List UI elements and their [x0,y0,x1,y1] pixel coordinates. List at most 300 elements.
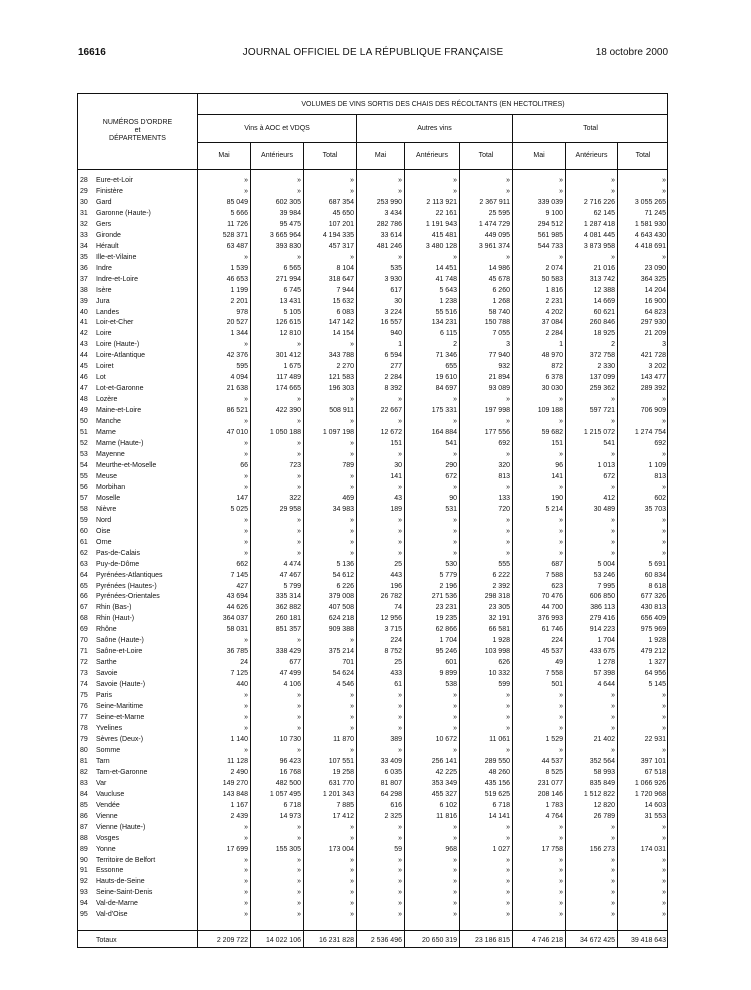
value-cell: 25 [394,560,402,568]
dept-label: Loir-et-Cher [96,319,134,327]
dept-name [96,308,195,317]
dept-number: 65 [80,582,88,590]
value-cell: 2 074 [545,264,563,272]
value-cell: » [398,253,402,261]
value-cell: » [453,725,457,732]
value-cell: 3 [662,341,666,349]
dept-number: 77 [80,714,88,722]
value-cell: 46 653 [226,275,248,283]
dept-number: 28 [80,177,88,184]
value-cell: 121 583 [328,374,354,382]
value-cell: 3 480 128 [425,242,457,250]
value-cell: 1 474 729 [478,220,510,228]
value-cell: 294 512 [537,220,563,228]
value-cell: 21 016 [593,264,615,272]
value-cell: 164 884 [431,429,457,437]
value-cell: » [611,692,615,700]
dept-number: 39 [80,297,88,305]
value-cell: 16 557 [380,319,402,327]
value-cell: 4 474 [283,560,301,568]
value-cell: 173 004 [328,845,354,853]
dept-name [96,866,195,875]
dept-number: 30 [80,198,88,206]
value-cell: 1 928 [648,637,666,645]
value-cell: 8 525 [545,768,563,776]
value-cell: » [297,177,301,184]
value-cell: 96 423 [279,757,301,765]
value-cell: » [350,177,354,184]
value-cell: » [506,396,510,404]
value-cell: 1 013 [597,461,615,469]
value-cell: 422 390 [275,407,301,415]
value-cell: 6 594 [384,352,402,360]
value-cell: 455 327 [431,790,457,798]
value-cell: 58 993 [593,768,615,776]
value-cell: 21 209 [644,330,666,338]
value-cell: » [559,692,563,700]
dept-label: Puy-de-Dôme [96,560,140,568]
value-cell: » [244,911,248,919]
value-cell: 22 161 [435,209,457,217]
value-cell: 61 746 [541,626,563,634]
dept-name [96,472,195,481]
value-cell: 343 788 [328,352,354,360]
value-cell: 3 055 265 [634,198,666,206]
value-cell: » [453,177,457,184]
value-cell: 1 [398,341,402,349]
dept-label: Indre-et-Loire [96,275,139,283]
dept-number: 84 [80,790,88,798]
value-cell: » [453,823,457,831]
value-cell: » [398,703,402,711]
value-cell: » [453,527,457,535]
value-cell: 1 215 072 [583,429,615,437]
value-cell: 54 624 [332,670,354,678]
value-cell: 17 699 [226,845,248,853]
dept-name [96,439,195,448]
value-cell: 602 305 [275,198,301,206]
dept-name [96,625,195,634]
value-cell: 535 [390,264,402,272]
value-cell: » [398,911,402,919]
value-cell: » [297,714,301,722]
value-cell: » [244,527,248,535]
value-cell: » [506,889,510,897]
wine-volumes-table [77,93,668,948]
value-cell: 62 145 [593,209,615,217]
value-cell: 7 588 [545,571,563,579]
value-cell: 19 610 [435,374,457,382]
value-cell: » [611,187,615,195]
dept-name [96,888,195,897]
dept-label: Mayenne [96,451,125,458]
dept-name [96,790,195,799]
dept-number: 46 [80,374,88,382]
dept-number: 82 [80,768,88,776]
total-cell: 4 746 218 [531,937,563,944]
value-cell: » [453,878,457,886]
value-cell: 479 212 [640,648,666,656]
value-cell: 320 [498,461,510,469]
dept-name [96,461,195,470]
value-cell: 7 995 [597,582,615,590]
value-cell: » [244,253,248,261]
value-cell: » [611,714,615,722]
value-cell: 720 [498,505,510,513]
value-cell: 672 [603,472,615,480]
value-cell: 47 499 [279,670,301,678]
value-cell: 631 770 [328,779,354,787]
dept-label: Gers [96,220,112,228]
dept-name [96,834,195,843]
dept-label: Ille-et-Vilaine [96,253,137,261]
value-cell: 45 678 [488,275,510,283]
value-cell: 449 095 [484,231,510,239]
value-cell: 77 940 [488,352,510,360]
value-cell: 7 125 [230,670,248,678]
value-cell: » [559,177,563,184]
value-cell: 701 [342,659,354,667]
value-cell: » [662,714,666,722]
dept-label: Maine-et-Loire [96,407,142,415]
value-cell: » [662,834,666,842]
value-cell: » [506,714,510,722]
dept-number: 71 [80,648,88,656]
value-cell: 17 758 [541,845,563,853]
value-cell: » [506,177,510,184]
value-cell: 1 720 968 [634,790,666,798]
value-cell: 1 539 [230,264,248,272]
value-cell: 3 224 [384,308,402,316]
value-cell: » [611,878,615,886]
value-cell: 5 799 [283,582,301,590]
dept-number: 89 [80,845,88,853]
total-cell: 2 536 496 [370,937,402,944]
dept-label: Gironde [96,231,121,239]
group-header-autres: Autres vins [417,125,452,132]
value-cell: » [398,396,402,404]
value-cell: 34 983 [332,505,354,513]
value-cell: 6 378 [545,374,563,382]
value-cell: » [662,703,666,711]
value-cell: » [297,538,301,546]
value-cell: 623 [551,582,563,590]
value-cell: 60 834 [644,571,666,579]
value-cell: » [506,692,510,700]
value-cell: » [244,472,248,480]
value-cell: 692 [498,440,510,448]
value-cell: 54 612 [332,571,354,579]
value-cell: » [350,725,354,732]
value-cell: » [506,900,510,908]
dept-name [96,735,195,744]
value-cell: 30 [394,297,402,305]
value-cell: » [453,538,457,546]
dept-label: Somme [96,746,121,754]
dept-label: Landes [96,308,119,316]
value-cell: » [350,538,354,546]
dept-label: Seine-et-Marne [96,714,145,722]
value-cell: » [662,725,666,732]
value-cell: 48 260 [488,768,510,776]
value-cell: » [398,900,402,908]
value-cell: 595 [236,363,248,371]
value-cell: 4 106 [283,681,301,689]
value-cell: » [611,856,615,864]
value-cell: » [506,746,510,754]
value-cell: » [350,692,354,700]
value-cell: 231 077 [537,779,563,787]
value-cell: 813 [498,472,510,480]
header-line: NUMÉROS D'ORDRE [102,119,173,126]
value-cell: 1 140 [230,735,248,743]
value-cell: 59 682 [541,429,563,437]
dept-number: 74 [80,681,88,689]
value-cell: 5 691 [648,560,666,568]
dept-label: Vienne (Haute-) [96,823,146,831]
value-cell: 662 [236,560,248,568]
value-cell: 84 697 [435,385,457,393]
dept-label: Territoire de Belfort [96,856,156,864]
value-cell: » [559,451,563,458]
value-cell: » [611,823,615,831]
value-cell: » [662,483,666,491]
dept-name [96,373,195,382]
dept-number: 42 [80,330,88,338]
dept-label: Tarn-et-Garonne [96,768,148,776]
value-cell: 3 [506,341,510,349]
dept-number: 54 [80,461,88,469]
value-cell: 1 201 343 [322,790,354,798]
value-cell: » [297,703,301,711]
value-cell: » [350,889,354,897]
value-cell: » [506,253,510,261]
value-cell: 2 284 [545,330,563,338]
value-cell: 1 050 188 [269,429,301,437]
value-cell: 4 764 [545,812,563,820]
value-cell: » [398,418,402,426]
dept-number: 70 [80,637,88,645]
value-cell: 353 349 [431,779,457,787]
value-cell: 851 357 [275,626,301,634]
dept-number: 52 [80,440,88,448]
value-cell: 528 371 [222,231,248,239]
value-cell: » [611,451,615,458]
dept-name [96,198,195,207]
value-cell: » [559,889,563,897]
value-cell: » [506,867,510,875]
value-cell: 322 [289,494,301,502]
value-cell: » [662,418,666,426]
value-cell: 10 730 [279,735,301,743]
value-cell: » [350,637,354,645]
value-cell: 1 928 [492,637,510,645]
value-cell: 706 909 [640,407,666,415]
dept-name [96,538,195,547]
value-cell: 50 583 [541,275,563,283]
dept-number: 29 [80,187,88,195]
value-cell: 43 694 [226,593,248,601]
value-cell: » [559,418,563,426]
value-cell: » [244,867,248,875]
value-cell: » [244,396,248,404]
dept-number: 55 [80,472,88,480]
value-cell: » [297,746,301,754]
value-cell: 256 141 [431,757,457,765]
value-cell: 31 553 [644,812,666,820]
value-cell: 3 873 958 [583,242,615,250]
value-cell: » [297,878,301,886]
value-cell: » [350,834,354,842]
value-cell: » [244,714,248,722]
value-cell: » [611,834,615,842]
value-cell: » [398,823,402,831]
value-cell: » [662,527,666,535]
dept-name [96,516,195,525]
value-cell: 25 [394,659,402,667]
dept-number: 87 [80,823,88,831]
journal-title: JOURNAL OFFICIEL DE LA RÉPUBLIQUE FRANÇAISE [242,47,504,58]
value-cell: 469 [342,494,354,502]
value-cell: 338 429 [275,648,301,656]
value-cell: » [611,538,615,546]
value-cell: » [611,911,615,919]
value-cell: » [244,516,248,524]
value-cell: » [559,527,563,535]
value-cell: » [350,867,354,875]
value-cell: 20 527 [226,319,248,327]
value-cell: 5 666 [230,209,248,217]
value-cell: 2 113 921 [426,198,457,206]
value-cell: » [398,867,402,875]
dept-label: Sèvres (Deux-) [96,735,144,743]
dept-label: Savoie [96,670,118,678]
value-cell: 109 188 [537,407,563,415]
dept-label: Moselle [96,494,121,502]
dept-label: Meurthe-et-Moselle [96,461,157,469]
value-cell: 143 477 [640,374,666,382]
value-cell: » [453,900,457,908]
value-cell: 1 783 [545,801,563,809]
subcol-header: Antérieurs [575,152,608,159]
value-cell: 271 994 [275,275,301,283]
value-cell: » [662,177,666,184]
value-cell: 11 061 [489,735,510,743]
value-cell: » [398,177,402,184]
value-cell: 189 [390,505,402,513]
value-cell: 335 314 [275,593,301,601]
value-cell: » [611,396,615,404]
value-cell: » [611,549,615,557]
value-cell: » [350,396,354,404]
value-cell: 723 [289,461,301,469]
value-cell: 1 097 198 [322,429,354,437]
value-cell: 30 489 [593,505,615,513]
dept-number: 76 [80,703,88,711]
value-cell: 8 104 [336,264,354,272]
dept-name [96,329,195,338]
value-cell: » [297,725,301,732]
value-cell: 1 287 418 [583,220,615,228]
value-cell: » [350,878,354,886]
value-cell: 253 990 [376,198,402,206]
dept-name [96,899,195,908]
value-cell: » [662,549,666,557]
dept-number: 45 [80,363,88,371]
value-cell: 364 325 [640,275,666,283]
value-cell: 1 274 754 [634,429,666,437]
value-cell: 9 100 [545,209,563,217]
value-cell: 379 008 [328,593,354,601]
dept-label: Rhin (Bas-) [96,604,132,612]
value-cell: » [559,538,563,546]
dept-number: 86 [80,812,88,820]
value-cell: 375 214 [328,648,354,656]
dept-label: Vosges [96,834,119,842]
value-cell: 260 846 [589,319,615,327]
value-cell: 655 [445,363,457,371]
value-cell: » [506,725,510,732]
leader-dots [96,379,193,380]
value-cell: 107 201 [328,220,354,228]
value-cell: 12 672 [380,429,402,437]
value-cell: 7 145 [230,571,248,579]
value-cell: 42 225 [435,768,457,776]
value-cell: » [453,703,457,711]
dept-name [96,658,195,667]
dept-label: Vendée [96,801,120,809]
dept-number: 61 [80,538,88,546]
dept-number: 34 [80,242,88,250]
value-cell: 147 [236,494,248,502]
value-cell: » [244,177,248,184]
value-cell: » [398,834,402,842]
value-cell: 616 [390,801,402,809]
value-cell: 174 031 [640,845,666,853]
value-cell: 2 270 [336,363,354,371]
value-cell: » [297,516,301,524]
value-cell: » [350,527,354,535]
value-cell: 224 [390,637,402,645]
value-cell: » [611,725,615,732]
value-cell: » [244,703,248,711]
dept-number: 93 [80,889,88,897]
row-header-title [78,119,197,143]
value-cell: 481 246 [376,242,402,250]
value-cell: » [244,834,248,842]
value-cell: 12 388 [593,286,615,294]
value-cell: 376 993 [537,615,563,623]
dept-label: Val-d'Oise [96,911,128,919]
value-cell: 93 089 [488,385,510,393]
dept-number: 66 [80,593,88,601]
value-cell: » [611,746,615,754]
value-cell: » [453,418,457,426]
dept-name [96,384,195,393]
dept-label: Lot-et-Garonne [96,385,144,393]
header-line: et [134,127,141,134]
dept-label: Pyrénées-Orientales [96,593,160,601]
dept-number: 88 [80,834,88,842]
value-cell: 301 412 [275,352,301,360]
value-cell: 3 665 964 [269,231,301,239]
dept-name [96,647,195,656]
value-cell: 5 025 [230,505,248,513]
value-cell: 39 984 [279,209,301,217]
value-cell: 617 [390,286,402,294]
value-cell: » [611,253,615,261]
value-cell: 289 550 [484,757,510,765]
